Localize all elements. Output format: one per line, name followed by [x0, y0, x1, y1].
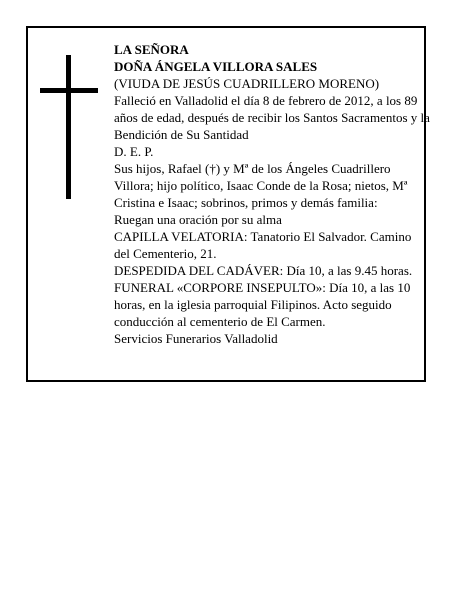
notice-text [114, 41, 430, 347]
funeral-services: Servicios Funerarios Valladolid [114, 331, 278, 346]
cross-horizontal-bar [40, 88, 98, 93]
notice-title: LA SEÑORA [114, 42, 189, 57]
farewell-time: DESPEDIDA DEL CADÁVER: Día 10, a las 9.45 horas. [114, 263, 413, 278]
widow-of: (VIUDA DE JESÚS CUADRILLERO MORENO) [114, 76, 380, 91]
wake-location: CAPILLA VELATORIA: Tanatorio El Salvador. Camino del Cementerio, 21. [114, 229, 412, 261]
dep-line: D. E. P. [114, 144, 154, 159]
death-announcement: Falleció en Valladolid el día 8 de febrero de 2012, a los 89 años de edad, después de recibir los Santos Sacramentos y la Bendición de Su Santidad [114, 93, 430, 142]
prayer-request: Ruegan una oración por su alma [114, 212, 282, 227]
cross-icon [40, 55, 98, 199]
family-list: Sus hijos, Rafael (†) y Mª de los Ángeles Cuadrillero Villora; hijo político, Isaac Conde de la Rosa; nietos, Mª Cristina e Isaac; sobrinos, primos y demás familia: [114, 161, 408, 210]
deceased-name: DOÑA ÁNGELA VILLORA SALES [114, 59, 318, 74]
obituary-notice [26, 26, 430, 382]
funeral-details: FUNERAL «CORPORE INSEPULTO»: Día 10, a las 10 horas, en la iglesia parroquial Filipinos. Acto seguido conducción al cementerio de El Carmen. [114, 280, 411, 329]
cross-vertical-bar [66, 55, 71, 199]
